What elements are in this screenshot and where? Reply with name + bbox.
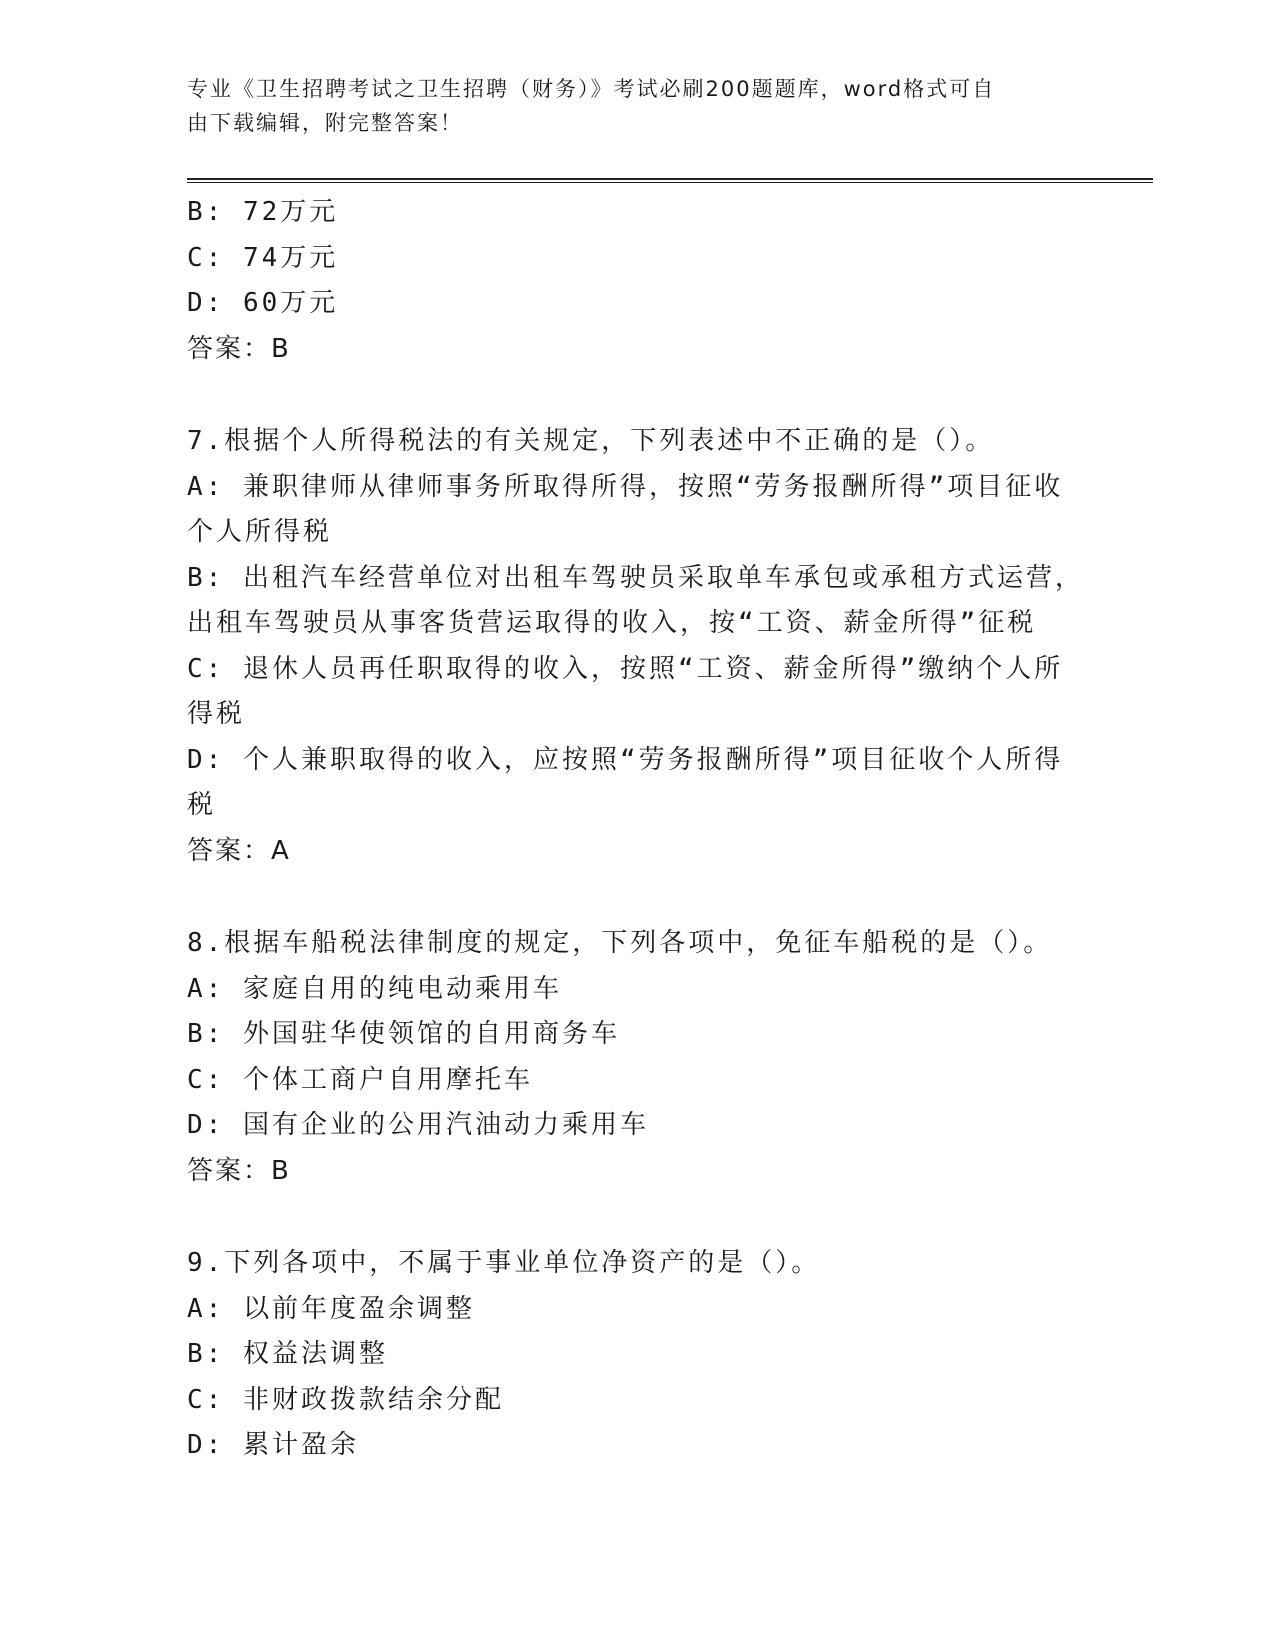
block-spacer [187, 874, 1087, 921]
option-line: 税 [187, 790, 217, 820]
option-line: B: 出租汽车经营单位对出租车驾驶员采取单车承包或承租方式运营， [187, 562, 1084, 593]
question-block [187, 1241, 1087, 1469]
block-spacer [187, 1194, 1087, 1241]
option-line: C: 个体工商户自用摩托车 [187, 1064, 533, 1095]
question-block [187, 921, 1087, 1194]
block-spacer [187, 372, 1087, 419]
option-line: 得税 [187, 699, 246, 729]
option-line: A: 以前年度盈余调整 [187, 1293, 475, 1324]
option-line: A: 家庭自用的纯电动乘用车 [187, 973, 562, 1004]
option-line: D: 国有企业的公用汽油动力乘用车 [187, 1110, 649, 1140]
option-line: B: 权益法调整 [187, 1339, 388, 1369]
header-line: 由下载编辑，附完整答案！ [187, 111, 463, 135]
option-line: C: 非财政拨款结余分配 [187, 1384, 504, 1415]
option-line: D: 60万元 [187, 288, 339, 318]
answer-line: 答案：A [187, 835, 291, 866]
option-line: 个人所得税 [187, 517, 333, 547]
option-line: B: 72万元 [187, 197, 339, 227]
answer-line: 答案：B [187, 1155, 291, 1186]
header-line: 专业《卫生招聘考试之卫生招聘（财务）》考试必刷200题题库，word格式可自 [187, 77, 996, 101]
header-divider [187, 178, 1153, 183]
option-line: C: 74万元 [187, 242, 339, 273]
answer-line: 答案：B [187, 333, 291, 364]
question-stem: 8.根据车船税法律制度的规定，下列各项中，免征车船税的是（）。 [187, 928, 1053, 958]
document-body [187, 190, 1087, 1469]
option-line: A: 兼职律师从律师事务所取得所得，按照“劳务报酬所得”项目征收 [187, 471, 1064, 502]
option-line: 出租车驾驶员从事客货营运取得的收入，按“工资、薪金所得”征税 [187, 608, 1037, 638]
question-stem: 9.下列各项中，不属于事业单位净资产的是（）。 [187, 1248, 821, 1278]
option-line: B: 外国驻华使领馆的自用商务车 [187, 1019, 620, 1049]
option-line: D: 个人兼职取得的收入，应按照“劳务报酬所得”项目征收个人所得 [187, 744, 1064, 775]
option-line: D: 累计盈余 [187, 1430, 359, 1460]
question-block [187, 190, 1087, 372]
question-stem: 7.根据个人所得税法的有关规定，下列表述中不正确的是（）。 [187, 426, 995, 456]
question-block [187, 419, 1087, 874]
option-line: C: 退休人员再任职取得的收入，按照“工资、薪金所得”缴纳个人所 [187, 653, 1064, 684]
document-header [187, 72, 1067, 140]
